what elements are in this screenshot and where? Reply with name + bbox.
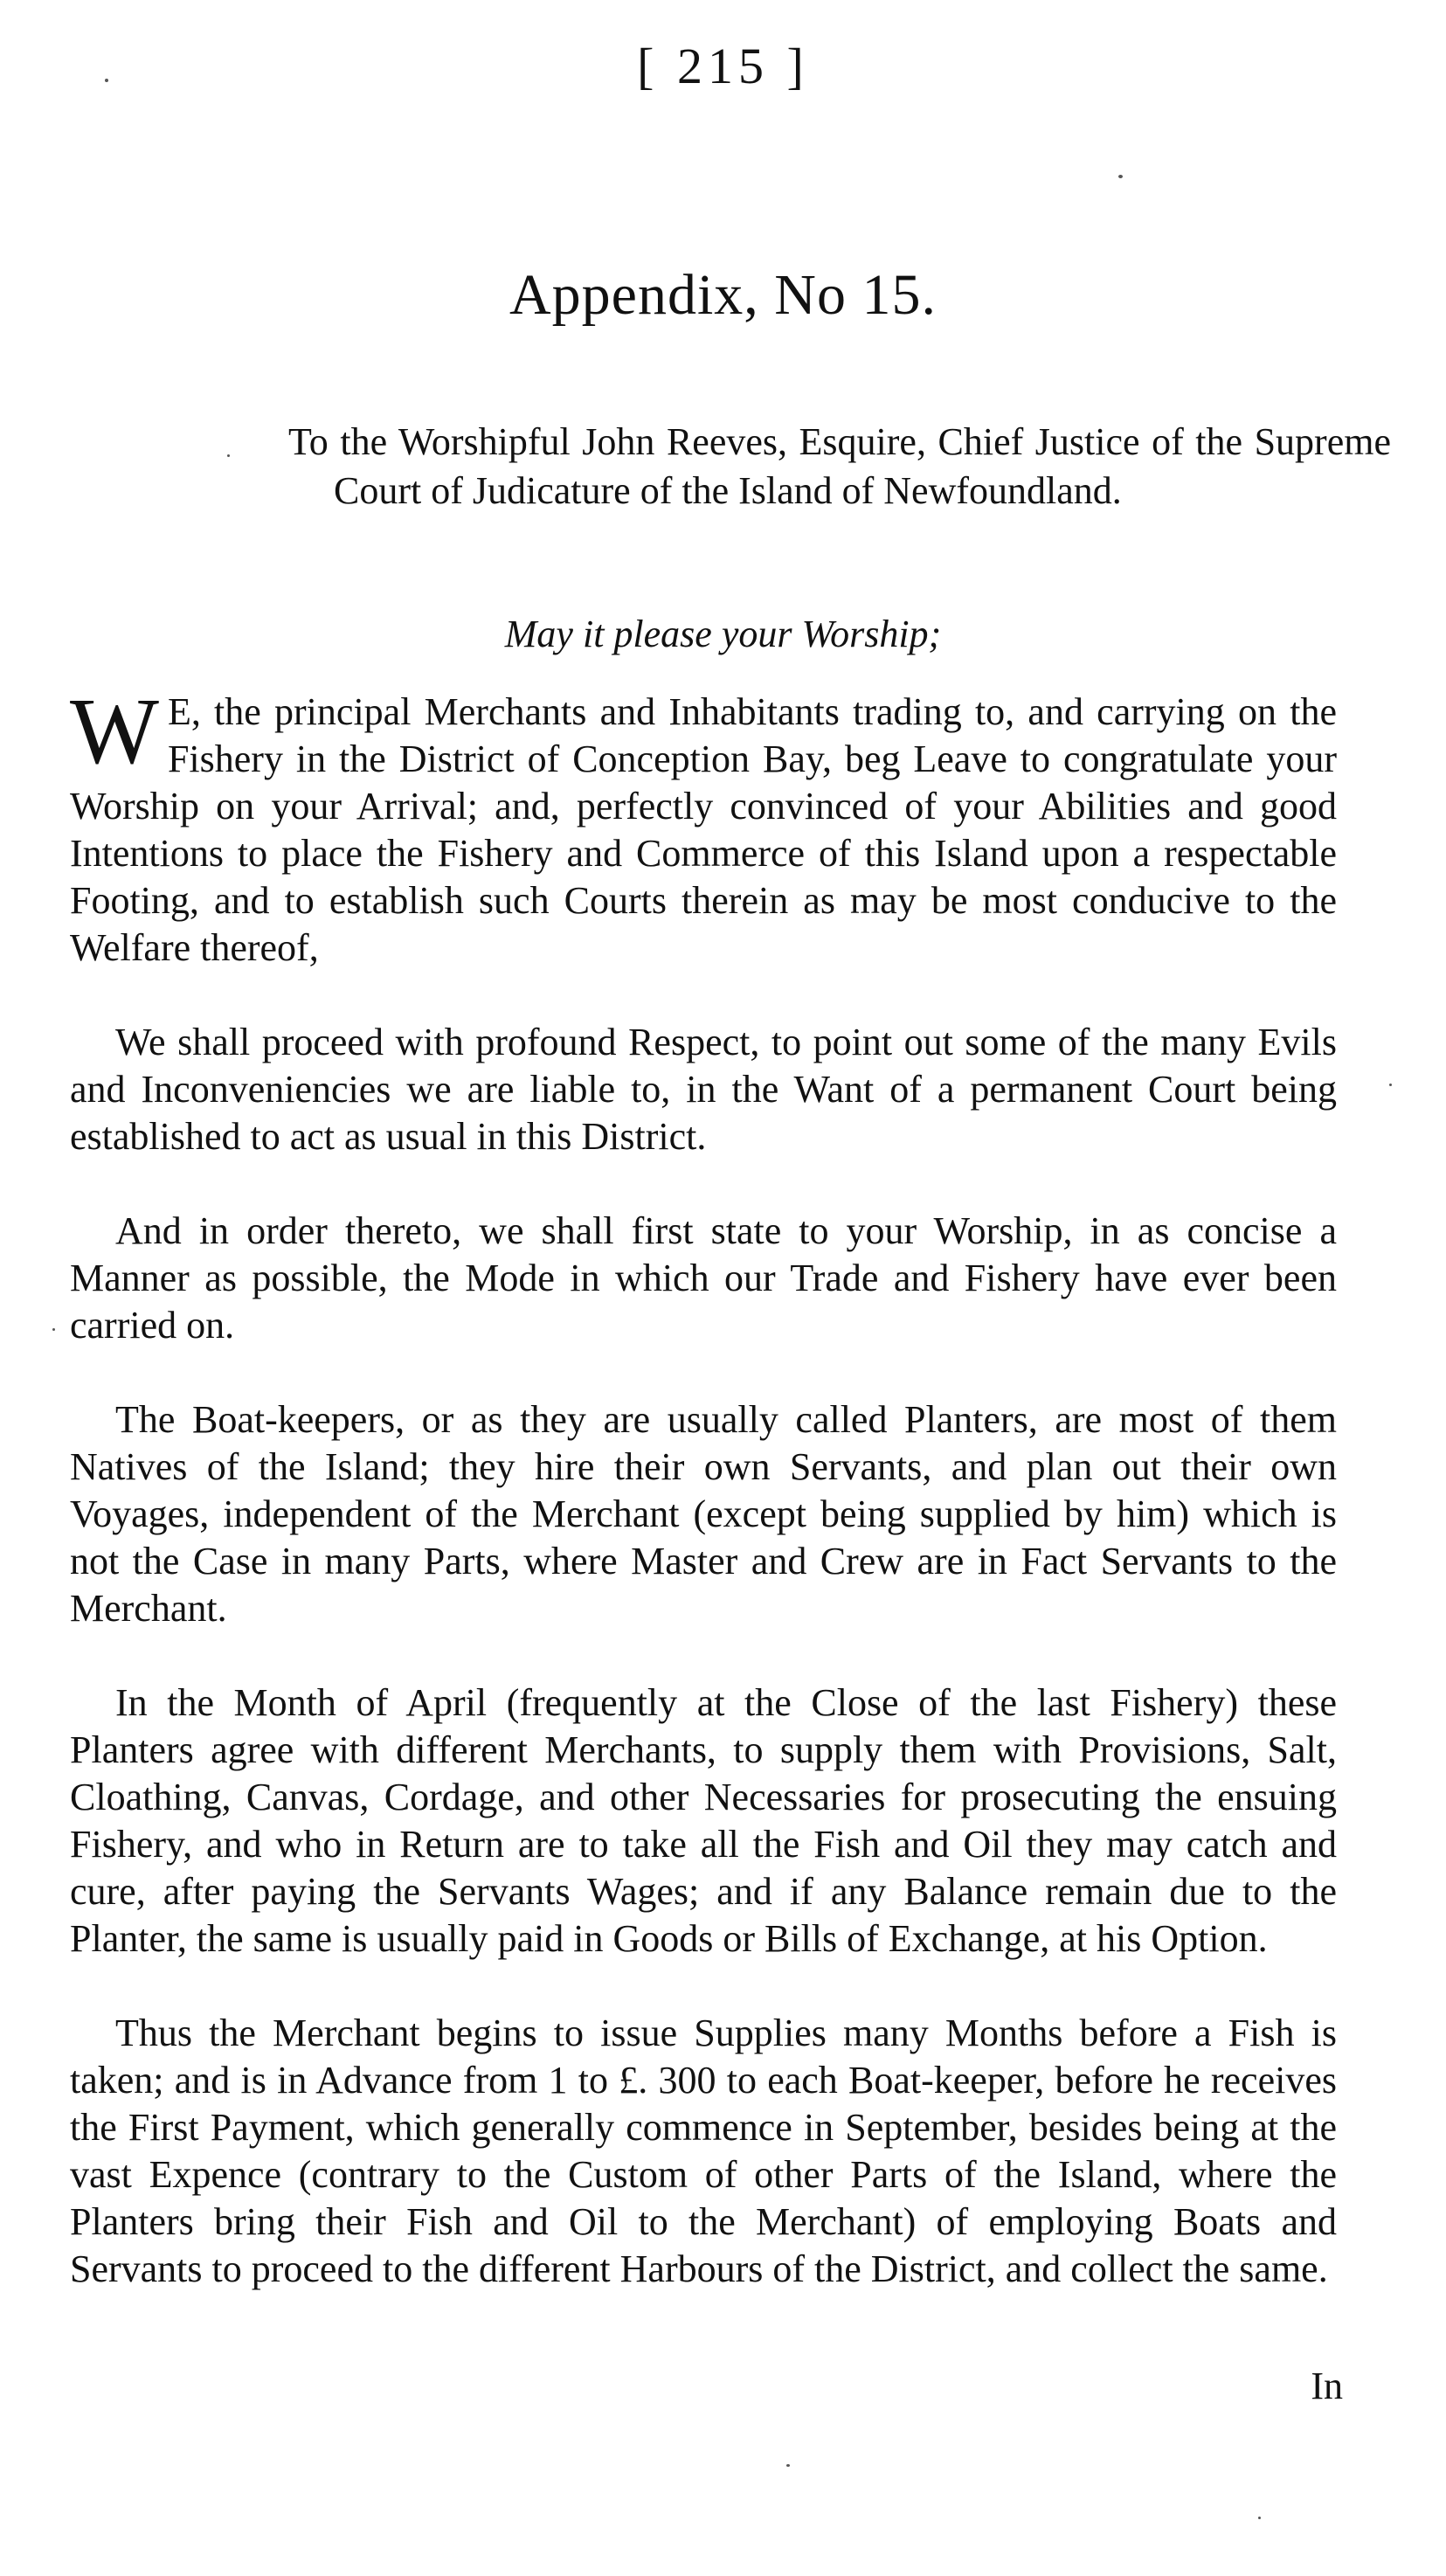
- letter-body: [70, 680, 1337, 2340]
- scan-speck: [1118, 175, 1123, 178]
- paragraph-6: Thus the Merchant begins to issue Supplies many Months before a Fish is taken; and is in Advance from 1 to £. 300 to each Boat-keeper, before he receives the First Payment, which generally commence in September, besides being at the vast Expence (contrary to the Custom of other Parts of the Island, where the Planters bring their Fish and Oil to the Merchant) of employing Boats and Servants to proceed to the different Harbours of the District, and collect the same.: [70, 2012, 1337, 2290]
- scan-speck: [1389, 1084, 1392, 1086]
- scan-speck: [227, 454, 230, 457]
- salutation: May it please your Worship;: [504, 613, 942, 655]
- page-number: [ 215 ]: [637, 38, 809, 94]
- scan-speck: [1258, 2517, 1261, 2519]
- scan-speck: [52, 1328, 55, 1331]
- paragraph-4: The Boat-keepers, or as they are usually called Planters, are most of them Natives of the Island; they hire their own Servants, and plan out their own Voyages, independent of the Merchant (except being supplied by him) which is not the Case in many Parts, where Master and Crew are in Fact Servants to the Merchant.: [70, 1398, 1337, 1630]
- appendix-heading: Appendix, No 15.: [509, 263, 937, 327]
- scan-speck: [786, 2464, 790, 2467]
- address-block: To the Worshipful John Reeves, Esquire, Chief Justice of the Supreme Court of Judicature of the Island of Newfoundland.: [288, 420, 1391, 512]
- scan-speck: [105, 79, 108, 82]
- catchword: In: [1311, 2365, 1343, 2407]
- drop-cap: W: [70, 680, 159, 784]
- paragraph-5: In the Month of April (frequently at the Close of the last Fishery) these Planters agree with different Merchants, to supply them with Provisions, Salt, Cloathing, Canvas, Cordage, and other Necessaries for prosecuting the ensuing Fishery, and who in Return are to take all the Fish and Oil they may catch and cure, after paying the Servants Wages; and if any Balance remain due to the Planter, the same is usually paid in Goods or Bills of Exchange, at his Option.: [70, 1681, 1337, 1960]
- paragraph-3: And in order thereto, we shall first state to your Worship, in as concise a Manner as possible, the Mode in which our Trade and Fishery have ever been carried on.: [70, 1209, 1337, 1347]
- paragraph-2: We shall proceed with profound Respect, to point out some of the many Evils and Inconveniencies we are liable to, in the Want of a permanent Court being established to act as usual in this District.: [70, 1021, 1337, 1158]
- paragraph-1-text: E, the principal Merchants and Inhabitants trading to, and carrying on the Fishery in the District of Conception Bay, beg Leave to congratulate your Worship on your Arrival; and, perfectly convinced of your Abilities and good Intentions to place the Fishery and Commerce of this Island upon a respectable Footing, and to establish such Courts therein as may be most conducive to the Welfare thereof,: [70, 690, 1337, 969]
- paragraph-1: [70, 680, 1337, 972]
